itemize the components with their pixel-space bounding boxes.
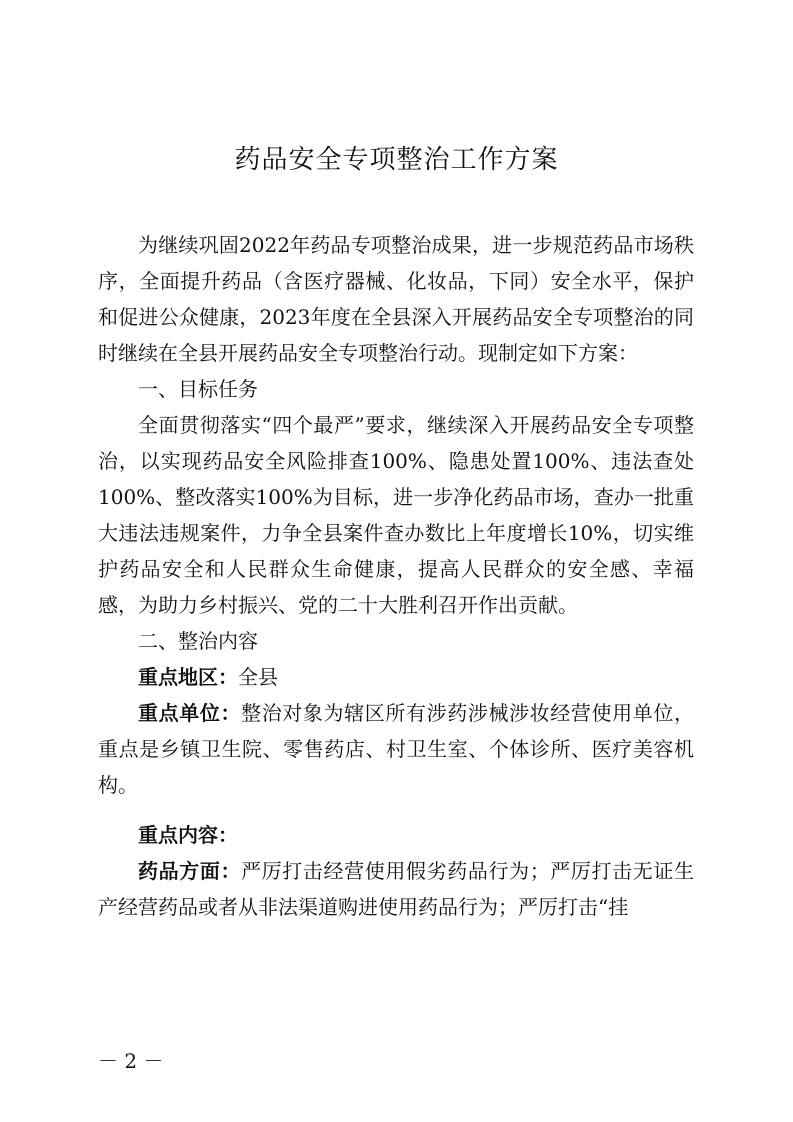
drug-label: 药品方面： [138,859,242,883]
drug-paragraph [98,853,694,925]
document-body [98,227,694,925]
key-area-value: 全县 [238,665,278,689]
drug-value: 严厉打击经营使用假劣药品行为；严厉打击无证生产经营药品或者从非法渠道购进使用药品行为；严厉打击“挂 [98,859,695,919]
goals-paragraph: 全面贯彻落实“四个最严”要求，继续深入开展药品安全专项整治，以实现药品安全风险排查100%、隐患处置100%、违法查处100%、整改落实100%为目标，进一步净化药品市场，查办一批重大违法违规案件，力争全县案件查办数比上年度增长10%，切实维护药品安全和人民群众生命健康，提高人民群众的安全感、幸福感，为助力乡村振兴、党的二十大胜利召开作出贡献。 [98,413,694,617]
document-title: 药品安全专项整治工作方案 [234,145,559,175]
page-number: － 2 － [98,1049,164,1073]
section-heading-content: 二、整治内容 [138,629,258,653]
key-units-value: 整治对象为辖区所有涉药涉械涉妆经营使用单位，重点是乡镇卫生院、零售药店、村卫生室、个体诊所、医疗美容机构。 [98,701,695,797]
key-area-label: 重点地区： [138,665,238,689]
key-units-paragraph [98,695,694,803]
key-area-paragraph [98,659,694,695]
section-heading-goals: 一、目标任务 [138,377,258,401]
key-content-label: 重点内容： [138,823,238,847]
paragraph-spacer [98,803,694,817]
key-units-label: 重点单位： [138,701,242,725]
intro-paragraph: 为继续巩固2022年药品专项整治成果，进一步规范药品市场秩序，全面提升药品（含医疗器械、化妆品，下同）安全水平，保护和促进公众健康，2023年度在全县深入开展药品安全专项整治的同时继续在全县开展药品安全专项整治行动。现制定如下方案： [98,233,694,365]
